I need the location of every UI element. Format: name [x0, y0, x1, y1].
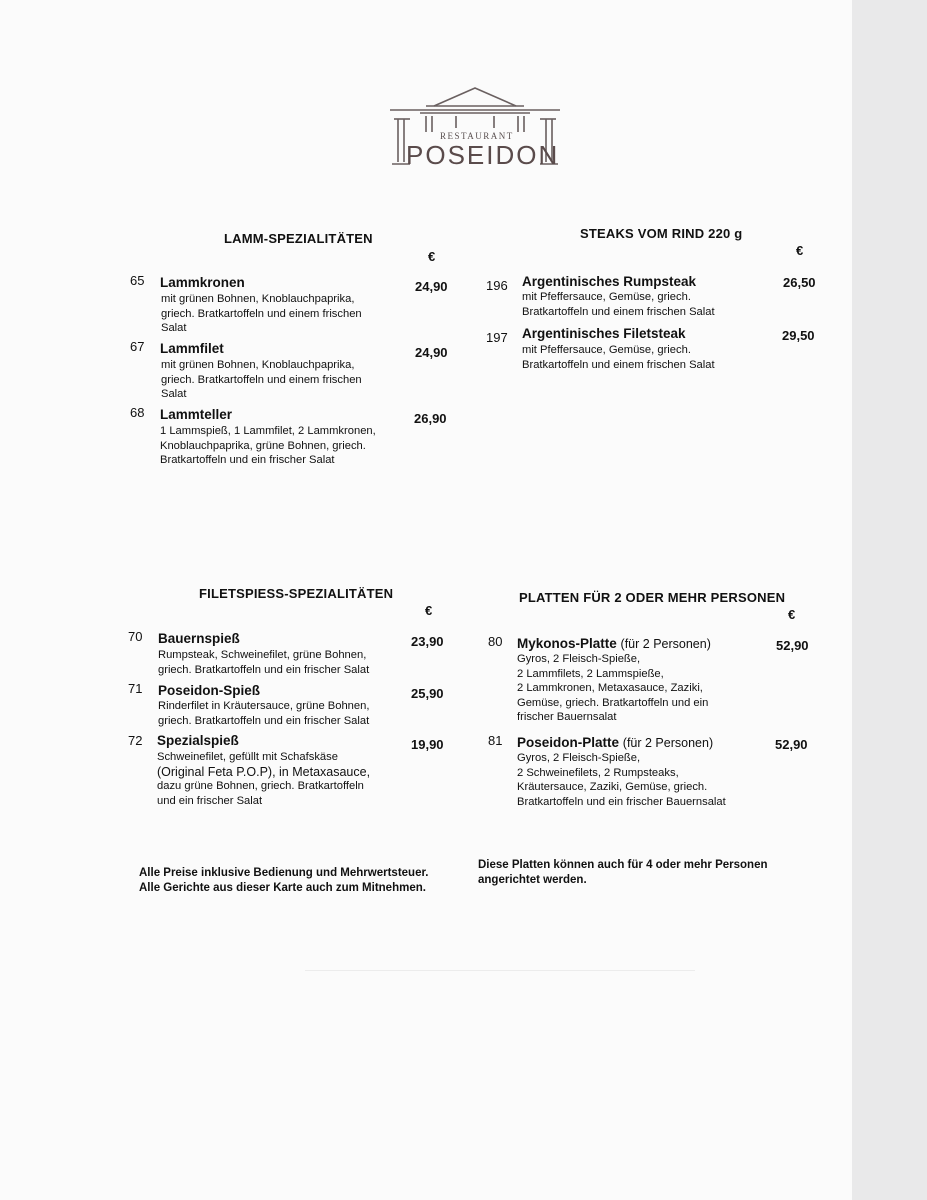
item-description: 1 Lammspieß, 1 Lammfilet, 2 Lammkronen, Knoblauchpaprika, grüne Bohnen, griech. Bratkartoffeln und ein frischer Salat	[160, 425, 376, 467]
logo-poseidon-text: POSEIDON	[406, 140, 560, 170]
item-description: Schweinefilet, gefüllt mit Schafskäse (Original Feta P.O.P), in Metaxasauce, dazu grüne Bohnen, griech. Bratkartoffeln und ein frischer Salat	[157, 751, 371, 807]
item-price: 24,90	[415, 279, 448, 294]
item-number: 81	[488, 733, 503, 748]
item-price: 24,90	[415, 345, 448, 360]
item-number: 80	[488, 634, 503, 649]
item-price: 26,50	[783, 275, 816, 290]
item-name: Argentinisches Rumpsteak	[522, 274, 697, 289]
item-description: Rinderfilet in Kräutersauce, grüne Bohnen, griech. Bratkartoffeln und ein frischer Salat	[158, 700, 370, 727]
item-number: 197	[486, 330, 508, 345]
item-description: Gyros, 2 Fleisch-Spieße, 2 Lammfilets, 2 Lammspieße, 2 Lammkronen, Metaxasauce, Zaziki, Gemüse, griech. Bratkartoffeln und ein frischer Bauernsalat	[517, 653, 709, 724]
item-name: Lammteller	[160, 407, 233, 422]
item-description: mit grünen Bohnen, Knoblauchpaprika, griech. Bratkartoffeln und einem frischen Salat	[161, 359, 362, 401]
item-name: Spezialspieß	[157, 733, 239, 748]
item-number: 196	[486, 278, 508, 293]
currency-symbol: €	[788, 607, 796, 622]
item-number: 67	[130, 339, 145, 354]
item-number: 65	[130, 273, 145, 288]
item-name: Lammfilet	[160, 341, 224, 356]
item-number: 71	[128, 681, 143, 696]
item-description: mit grünen Bohnen, Knoblauchpaprika, griech. Bratkartoffeln und einem frischen Salat	[161, 293, 362, 335]
item-description: Gyros, 2 Fleisch-Spieße, 2 Schweinefilets, 2 Rumpsteaks, Kräutersauce, Zaziki, Gemüse, griech. Bratkartoffeln und ein frischer Bauernsalat	[517, 752, 726, 808]
item-price: 52,90	[776, 638, 809, 653]
item-price: 29,50	[782, 328, 815, 343]
item-number: 68	[130, 405, 145, 420]
section-title-filetspiess: FILETSPIESS-SPEZIALITÄTEN	[199, 586, 394, 601]
section-title-steaks: STEAKS VOM RIND 220 g	[580, 226, 743, 241]
item-price: 26,90	[414, 411, 447, 426]
item-number: 72	[128, 733, 143, 748]
footer-note-left: Alle Preise inklusive Bedienung und Mehrwertsteuer. Alle Gerichte aus dieser Karte auch zum Mitnehmen.	[139, 867, 429, 894]
item-number: 70	[128, 629, 143, 644]
item-description: mit Pfeffersauce, Gemüse, griech. Bratkartoffeln und einem frischen Salat	[522, 291, 715, 318]
item-price: 52,90	[775, 737, 808, 752]
item-description: mit Pfeffersauce, Gemüse, griech. Bratkartoffeln und einem frischen Salat	[522, 344, 715, 371]
item-name: Argentinisches Filetsteak	[522, 326, 686, 341]
item-name: Poseidon-Platte (für 2 Personen)	[517, 735, 714, 750]
item-name: Poseidon-Spieß	[158, 683, 261, 698]
footer-note-right: Diese Platten können auch für 4 oder mehr Personen angerichtet werden.	[478, 859, 768, 886]
section-title-platten: PLATTEN FÜR 2 ODER MEHR PERSONEN	[519, 590, 786, 605]
item-description: Rumpsteak, Schweinefilet, grüne Bohnen, griech. Bratkartoffeln und ein frischer Salat	[158, 649, 370, 676]
currency-symbol: €	[796, 243, 804, 258]
item-name: Lammkronen	[160, 275, 245, 290]
section-title-lamm: LAMM-SPEZIALITÄTEN	[224, 231, 373, 246]
currency-symbol: €	[425, 603, 433, 618]
currency-symbol: €	[428, 249, 436, 264]
item-name: Bauernspieß	[158, 631, 240, 646]
item-price: 19,90	[411, 737, 444, 752]
item-name: Mykonos-Platte (für 2 Personen)	[517, 636, 711, 651]
logo-restaurant-text: RESTAURANT	[440, 131, 514, 141]
item-price: 25,90	[411, 686, 444, 701]
divider	[305, 970, 695, 971]
item-price: 23,90	[411, 634, 444, 649]
